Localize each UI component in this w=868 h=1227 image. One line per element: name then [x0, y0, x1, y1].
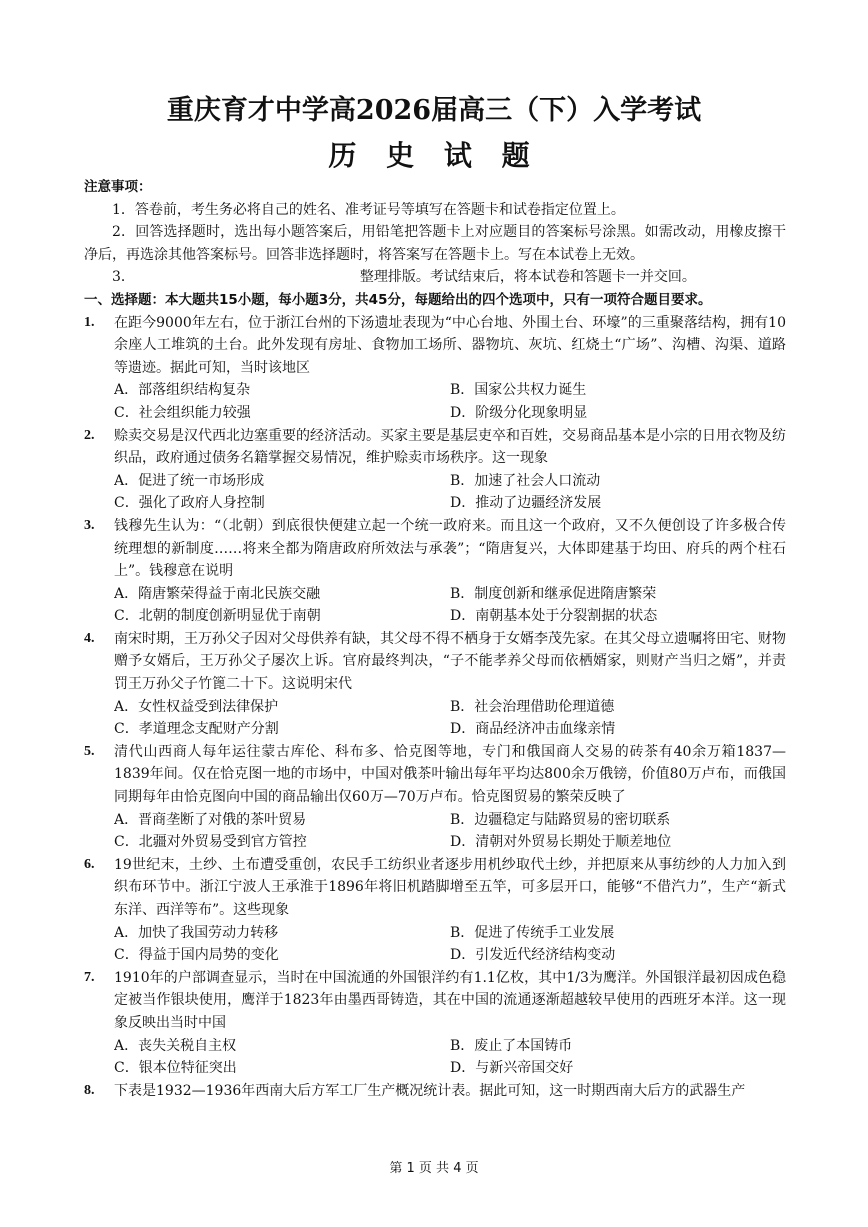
option-a: A．促进了统一市场形成: [114, 472, 265, 489]
question-stem-block: [84, 1080, 786, 1103]
question-list: [84, 312, 786, 1103]
question-5: [84, 741, 786, 854]
question-stem-block: [84, 741, 786, 809]
question-number: 7.: [84, 969, 95, 985]
question-stem-block: [84, 967, 786, 1035]
option-a: A．隋唐繁荣得益于南北民族交融: [114, 585, 321, 602]
exam-title: 重庆育才中学高2026届高三（下）入学考试: [166, 95, 702, 126]
question-1: [84, 312, 786, 425]
question-stem-block: [84, 628, 786, 696]
note-item-3-text: 整理排版。考试结束后，将本试卷和答题卡一并交回。: [359, 269, 696, 286]
question-number: 1.: [84, 314, 95, 330]
option-a: A．部落组织结构复杂: [114, 382, 251, 399]
option-d: D．与新兴帝国交好: [450, 1060, 574, 1077]
option-b: B．国家公共权力诞生: [450, 382, 587, 399]
note-item-3-number: 3．: [112, 269, 135, 286]
option-a: A．女性权益受到法律保护: [114, 698, 279, 715]
option-a: A．丧失关税自主权: [114, 1037, 237, 1054]
option-c: C．北疆对外贸易受到官方管控: [114, 834, 307, 851]
option-a: A．加快了我国劳动力转移: [114, 924, 279, 941]
page-footer: 第 1 页 共 4 页: [389, 1161, 479, 1176]
question-3: [84, 515, 786, 628]
note-item-3: [84, 266, 786, 289]
question-stem-block: [84, 854, 786, 922]
question-number: 2.: [84, 427, 95, 443]
options-grid: [84, 922, 786, 967]
options-grid: [84, 809, 786, 854]
question-7: [84, 967, 786, 1080]
question-stem: 下表是1932—1936年西南大后方军工厂生产概况统计表。据此可知，这一时期西南大后方的武器生产: [114, 1082, 746, 1099]
options-grid: [84, 379, 786, 424]
option-b: B．废止了本国铸币: [450, 1037, 573, 1054]
option-b: B．社会治理借助伦理道德: [450, 698, 615, 715]
question-6: [84, 854, 786, 967]
option-b: B．促进了传统手工业发展: [450, 924, 615, 941]
note-item-1: 1．答卷前，考生务必将自己的姓名、准考证号等填写在答题卡和试卷指定位置上。: [112, 201, 625, 218]
exam-subject-title: 历 史 试 题: [328, 139, 540, 172]
question-stem: 赊卖交易是汉代西北边塞重要的经济活动。买家主要是基层吏卒和百姓，交易商品基本是小宗的日用衣物及纺织品，政府通过债务名籍掌握交易情况，维护赊卖市场秩序。这一现象: [114, 427, 786, 467]
options-grid: [84, 1035, 786, 1080]
question-4: [84, 628, 786, 741]
option-c: C．得益于国内局势的变化: [114, 947, 279, 964]
question-number: 4.: [84, 630, 95, 646]
option-d: D．推动了边疆经济发展: [450, 495, 602, 512]
question-stem: 1910年的户部调查显示，当时在中国流通的外国银洋约有1.1亿枚，其中1/3为鹰洋。外国银洋最初因成色稳定被当作银块使用，鹰洋于1823年由墨西哥铸造，其在中国的流通逐渐超越较早使用的西班牙本洋。这一现象反映出当时中国: [114, 969, 786, 1031]
option-b: B．加速了社会人口流动: [450, 472, 601, 489]
question-2: [84, 425, 786, 515]
question-number: 8.: [84, 1082, 95, 1098]
question-number: 3.: [84, 517, 95, 533]
option-b: B．边疆稳定与陆路贸易的密切联系: [450, 811, 671, 828]
question-stem-block: [84, 515, 786, 583]
options-grid: [84, 470, 786, 515]
option-d: D．引发近代经济结构变动: [450, 947, 616, 964]
option-d: D．阶级分化现象明显: [450, 404, 588, 421]
option-a: A．晋商垄断了对俄的茶叶贸易: [114, 811, 307, 828]
notes-heading: 注意事项：: [84, 179, 152, 195]
option-d: D．南朝基本处于分裂割据的状态: [450, 608, 658, 625]
question-stem: 南宋时期，王万孙父子因对父母供养有缺，其父母不得不栖身于女婿李茂先家。在其父母立遗嘱将田宅、财物赠予女婿后，王万孙父子屡次上诉。官府最终判决，“子不能孝养父母而依栖婿家，则财产当归之婿”，并责罚王万孙父子竹篦二十下。这说明宋代: [114, 630, 786, 693]
question-stem: 19世纪末，土纱、土布遭受重创，农民手工纺织业者逐步用机纱取代土纱，并把原来从事纺纱的人力加入到织布环节中。浙江宁波人王承淮于1896年将旧机踏脚增至五竿，可多层开口，能够“不借汽力”，生产“新式东洋、西洋等布”。这些现象: [114, 856, 786, 918]
option-c: C．银本位特征突出: [114, 1060, 237, 1077]
section-heading: 一、选择题：本大题共15小题，每小题3分，共45分，每题给出的四个选项中，只有一项符合题目要求。: [84, 291, 712, 308]
option-c: C．强化了政府人身控制: [114, 495, 265, 512]
question-stem: 钱穆先生认为：“（北朝）到底很快便建立起一个统一政府来。而且这一个政府，又不久便创设了许多极合传统理想的新制度……将来全都为隋唐政府所效法与承袭”；“隋唐复兴，大体即建基于均田、府兵的两个柱石上”。钱穆意在说明: [114, 517, 786, 580]
question-stem: 清代山西商人每年运往蒙古库伦、科布多、恰克图等地，专门和俄国商人交易的砖茶有40余万箱1837—1839年间。仅在恰克图一地的市场中，中国对俄茶叶输出每年平均达800余万俄镑，价值80万卢布，而俄国同期每年由恰克图向中国的商品输出仅60万—70万卢布。恰克图贸易的繁荣反映了: [114, 743, 786, 806]
option-d: D．清朝对外贸易长期处于顺差地位: [450, 834, 672, 851]
question-stem-block: [84, 425, 786, 470]
exam-content: [84, 176, 786, 1102]
options-grid: [84, 583, 786, 628]
question-number: 6.: [84, 856, 95, 872]
option-c: C．社会组织能力较强: [114, 404, 251, 421]
option-c: C．北朝的制度创新明显优于南朝: [114, 608, 321, 625]
note-item-2: 2．回答选择题时，选出每小题答案后，用铅笔把答题卡上对应题目的答案标号涂黑。如需改动，用橡皮擦干净后，再选涂其他答案标号。回答非选择题时，将答案写在答题卡上。写在本试卷上无效。: [84, 224, 786, 263]
question-number: 5.: [84, 743, 95, 759]
question-8: [84, 1080, 786, 1103]
question-stem: 在距今9000年左右，位于浙江台州的下汤遗址表现为“中心台地、外围土台、环壕”的三重聚落结构，拥有10余座人工堆筑的土台。此外发现有房址、食物加工场所、器物坑、灰坑、红烧土“广场”、沟槽、沟渠、道路等遗迹。据此可知，当时该地区: [114, 314, 786, 376]
option-d: D．商品经济冲击血缘亲情: [450, 721, 616, 738]
option-b: B．制度创新和继承促进隋唐繁荣: [450, 585, 657, 602]
option-c: C．孝道理念支配财产分割: [114, 721, 279, 738]
options-grid: [84, 696, 786, 741]
question-stem-block: [84, 312, 786, 380]
